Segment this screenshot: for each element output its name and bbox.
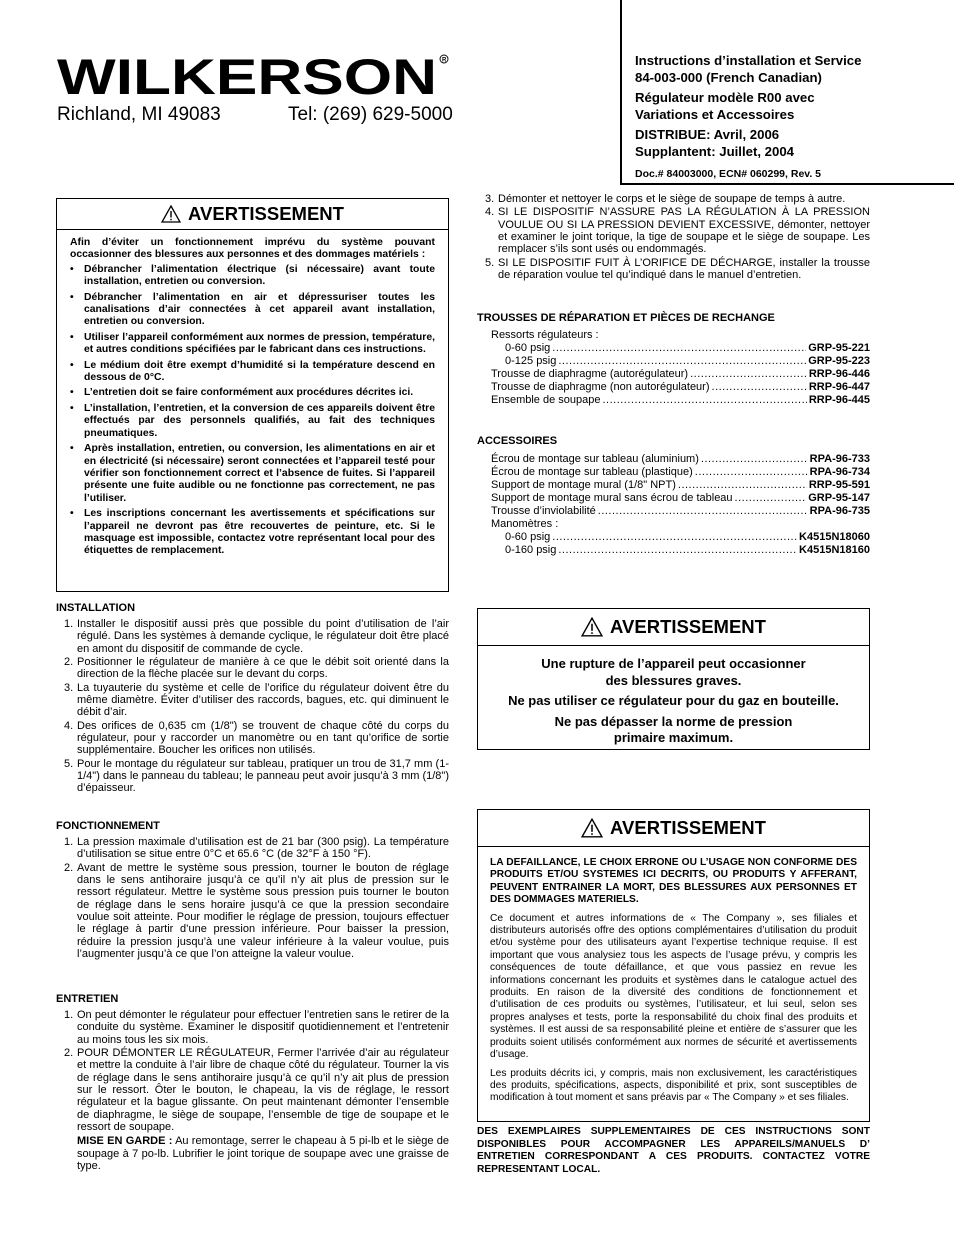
operation-list	[56, 836, 449, 960]
part-row: 0-60 psig ..... GRP-95-221	[491, 342, 870, 355]
wilkerson-logo	[57, 54, 449, 98]
part-row: Écrou de montage sur tableau (aluminium) ..... RPA-96-733	[491, 453, 870, 466]
part-row: Support de montage mural sans écrou de tableau ..... GRP-95-147	[491, 492, 870, 505]
caution-label: MISE EN GARDE :	[77, 1135, 173, 1148]
footer-note: DES EXEMPLAIRES SUPPLEMENTAIRES DE CES INSTRUCTIONS SONT DISPONIBLES POUR ACCOMPAGNER LES APPAREILS/MANUELS D’ ENTRETIEN CORRESPONDANT A CES PRODUITS. CONTACTEZ VOTRE REPRESENTANT LOCAL.	[477, 1126, 870, 1175]
maintenance-item: 4. SI LE DISPOSITIF N’ASSURE PAS LA RÉGULATION À LA PRESSION VOULUE OU SI LA PRESSION DEVIENT EXCESSIVE, démonter, nettoyer et examiner le joint torique, la tige de soupape et le siège de soupape. Les remplacer s’ils sont usés ou endommagés.	[485, 206, 870, 256]
warning-bullet: • L’installation, l’entretien, et la conversion de ces appareils doivent être effectués par des personnels qualifiés, au fait des techniques pneumatiques.	[70, 403, 435, 440]
warning-intro: Afin d’éviter un fonctionnement imprévu du système pouvant occasionner des blessures aux personnes et des dommages matériels :	[70, 237, 435, 261]
warning-header	[57, 199, 448, 230]
warning-header	[478, 810, 869, 847]
part-row: Trousse de diaphragme (autorégulateur) ..... RRP-96-446	[491, 368, 870, 381]
maintenance-continued	[477, 193, 870, 282]
maintenance-list-continued	[477, 193, 870, 281]
warning-title: AVERTISSEMENT	[188, 203, 344, 224]
repair-kits-section	[477, 312, 870, 407]
maintenance-section	[56, 993, 449, 1173]
warning-triangle-icon	[581, 818, 603, 838]
installation-item: 4. Des orifices de 0,635 cm (1/8") se trouvent de chaque côté du corps du régulateur, pour y raccorder un manomètre ou en tant qu’orifice de sortie supplémentaire. Boucher les orifices non utilisés.	[64, 719, 449, 757]
supersedes-date: Supplantent: Juillet, 2004	[635, 143, 795, 159]
maintenance-item: 1. On peut démonter le régulateur pour effectuer l’entretien sans le retirer de la conduite du système. Examiner le dispositif quotidiennement et l’entretenir au moins tous les six mois.	[64, 1009, 449, 1046]
part-row: 0-125 psig ..... GRP-95-223	[491, 355, 870, 368]
springs-label: Ressorts régulateurs :	[491, 329, 599, 341]
maintenance-item: 5. SI LE DISPOSITIF FUIT À L’ORIFICE DE DÉCHARGE, installer la trousse de réparation voulue tel qu’indiqué dans le manuel d’entretien.	[485, 256, 870, 282]
repair-kits-heading: TROUSSES DE RÉPARATION ET PIÈCES DE RECHANGE	[477, 312, 775, 324]
installation-heading: INSTALLATION	[56, 602, 136, 614]
rupture-warning: Une rupture de l’appareil peut occasionner des blessures graves.	[541, 656, 806, 688]
maintenance-item: 2. POUR DÉMONTER LE RÉGULATEUR, Fermer l’arrivée d’air au régulateur et mettre la conduite à l’air libre de chaque côté du régulateur. Tourner la vis de réglage dans le sens antihoraire jusqu’à ce qu’il n’y ait plus de pression sur le ressort. Ôter le bouton, le chapeau, la vis de réglage, le ressort régulateur et la bague glissante. On peut maintenant démonter l’ensemble de diaphragme, le siège de soupape, l’ensemble de tige de soupape et le ressort de soupape. MISE EN GARDE : Au remontage, serrer le chapeau à 5 pi-lb et le siège de soupage à 7 po-lb. Lubrifier le joint torique de soupape avec une graisse de type.	[64, 1047, 450, 1173]
caution-note	[77, 1135, 449, 1172]
warning-box-liability	[477, 809, 870, 1122]
warning-box-rupture	[477, 608, 870, 750]
maintenance-heading: ENTRETIEN	[56, 993, 119, 1005]
warning-bullet: • Les inscriptions concernant les avertissements et spécifications sur l’appareil ne devront pas être recouvertes de peinture, etc. Si le masquage est impossible, contactez votre représentant local pour des étiquettes de remplacement.	[70, 508, 435, 558]
company-phone: Tel: (269) 629-5000	[288, 104, 453, 125]
warning-bullet: • Débrancher l’alimentation en air et dépressuriser toutes les canalisations d’air connectées à cet appareil avant installation, entretien ou conversion.	[70, 292, 435, 329]
warning-bullet: • Le médium doit être exempt d’humidité si la température descend en dessous de 0°C.	[70, 360, 435, 385]
maintenance-item: 3. Démonter et nettoyer le corps et le siège de soupape de temps à autre.	[485, 193, 846, 205]
accessories-list	[477, 453, 870, 557]
model-line1: Régulateur modèle R00 avec	[635, 90, 815, 105]
part-row: 0-160 psig ..... K4515N18160	[491, 544, 870, 557]
warning-box-general	[56, 198, 449, 592]
doc-number: Doc.# 84003000, ECN# 060299, Rev. 5	[635, 168, 822, 180]
accessories-heading: ACCESSOIRES	[477, 435, 558, 447]
installation-item: 3. La tuyauterie du système et celle de l’orifice du régulateur doivent être du même diamètre. Éviter d’utiliser des raccords, bagues, etc. qui diminuent le débit d’air.	[64, 681, 449, 719]
accessories-section	[477, 435, 870, 557]
installation-section	[56, 602, 449, 796]
gauges-label: Manomètres :	[491, 518, 559, 531]
part-row: Écrou de montage sur tableau (plastique) ..... RPA-96-734	[491, 466, 870, 479]
warning-bullet: • Utiliser l’appareil conformément aux normes de pression, température, et autres conditions spécifiées par le fabricant dans ces instructions.	[70, 332, 435, 357]
liability-paragraph: Les produits décrits ici, y compris, mais non exclusivement, les caractéristiques des produits, spécifications, aspects, disponibilité et prix, sont susceptibles de modification à tout moment et sans préavis par « The Company » et ses filiales.	[490, 1067, 857, 1104]
operation-section	[56, 820, 449, 961]
warning-title: AVERTISSEMENT	[610, 616, 766, 637]
liability-paragraph: Ce document et autres informations de « The Company », ses filiales et distributeurs autorisés offre des options complémentaires d’utilisation du produit et/ou système pour des utilisateurs ayant l’expertise technique requise. Il est important que vous analysiez tous les aspects de l’usage prévu, y compris les conséquences de toute défaillance, et que vous passiez en revue les informations concernant les produits et systèmes dans le catalogue actuel des produits. En raison de la diversité des conditions de fonctionnement et d’utilisation de ces produits ou systèmes, l’utilisateur, et lui seul, selon ses propres analyses et tests, porte la responsabilité du choix final des produits et systèmes. Il est aussi de sa responsabilité pleine et entière de s’assurer que les produits soient utilisés conformément aux normes de sécurité et avertissements d’usage.	[490, 912, 857, 1061]
operation-item: 2. Avant de mettre le système sous pression, tourner le bouton de réglage dans le sens antihoraire jusqu’à ce qu’il n’y ait plus de pression sur le ressort régulateur. Mettre le système sous pression puis tourner le bouton de réglage dans le sens horaire jusqu’à ce que la pression secondaire voulue soit atteinte. Pour modifier le réglage de pression, toujours effectuer le réglage à partir d’une pression inférieure. Pour baisser la pression, réduire la pression jusqu’à une valeur inférieure à la valeur voulue, puis l’augmenter jusqu’à ce que l’on atteigne la valeur voulue.	[64, 861, 449, 961]
operation-heading: FONCTIONNEMENT	[56, 820, 160, 832]
part-row: Trousse d’inviolabilité ..... RPA-96-735	[491, 505, 870, 518]
warning-bullet: • Après installation, entretien, ou conversion, les alimentations en air et en électricité (si nécessaire) seront connectées et l’appareil testé pour vérifier son fonctionnement correct et l’absence de fuites. Si l’appareil présente une fuite audible ou ne fonctionne pas correctement, ne pas l’utiliser.	[70, 443, 435, 505]
document-info	[635, 53, 885, 187]
company-location: Richland, MI 49083	[57, 104, 221, 125]
warning-triangle-icon	[581, 617, 603, 637]
svg-text:WILKERSON: WILKERSON	[57, 54, 437, 98]
caution-text: Au remontage, serrer le chapeau à 5 pi-lb et le siège de soupage à 7 po-lb. Lubrifier le joint torique de soupape avec une graisse de type.	[77, 1135, 450, 1173]
pressure-rating-warning: Ne pas dépasser la norme de pression primaire maximum.	[554, 713, 793, 745]
operation-item: 1. La pression maximale d’utilisation est de 21 bar (300 psig). La température d’utilisation se situe entre 0°C et 65.6 °C (de 32°F à 150 °F).	[64, 836, 449, 861]
repair-kits-list	[477, 329, 870, 407]
issue-date: DISTRIBUE: Avril, 2006	[635, 127, 780, 142]
bottled-gas-warning: Ne pas utiliser ce régulateur pour du gaz en bouteille.	[508, 693, 839, 708]
part-row: 0-60 psig ..... K4515N18060	[491, 531, 870, 544]
liability-caps-text: LA DEFAILLANCE, LE CHOIX ERRONE OU L’USAGE NON CONFORME DES PRODUITS ET/OU SYSTEMES ICI DECRITS, OU PRODUITS Y AFFERANT, PEUVENT ENTRAINER LA MORT, DES BLESSURES AUX PERSONNES ET DES DOMMAGES MATERIELS.	[490, 857, 857, 906]
warning-title: AVERTISSEMENT	[610, 817, 766, 838]
svg-text:R: R	[442, 57, 447, 64]
warning-triangle-icon	[161, 205, 181, 223]
installation-list	[56, 618, 449, 795]
installation-item: 2. Positionner le régulateur de manière à ce que le débit soit orienté dans la direction de la flèche placée sur le devant du corps.	[64, 656, 449, 681]
installation-item: 5. Pour le montage du régulateur sur tableau, pratiquer un trou de 31,7 mm (1-1/4") dans le panneau du tableau; le panneau peut avoir jusqu’à 3 mm (1/8") d’épaisseur.	[64, 757, 449, 795]
part-row: Ensemble de soupape ..... RRP-96-445	[491, 394, 870, 407]
warning-bullet: • L’entretien doit se faire conformément aux procédures décrites ici.	[70, 387, 435, 399]
warning-header	[478, 609, 869, 646]
warning-bullet: • Débrancher l’alimentation électrique (si nécessaire) avant toute installation, entretien ou conversion.	[70, 264, 435, 289]
warning-bullet-list	[70, 264, 435, 558]
installation-item: 1. Installer le dispositif aussi près que possible du point d’utilisation de l’air régulé. Dans les systèmes à demande cyclique, le régulateur doit être placé en amont du dispositif de commande de cycle.	[64, 618, 449, 655]
part-row: Trousse de diaphragme (non autorégulateur) ..... RRP-96-447	[491, 381, 870, 394]
part-row: Support de montage mural (1/8" NPT) ..... RRP-95-591	[491, 479, 870, 492]
doc-title-line2: 84-003-000 (French Canadian)	[635, 69, 822, 85]
model-line2: Variations et Accessoires	[635, 106, 795, 122]
doc-title-line1: Instructions d’installation et Service	[635, 53, 862, 68]
maintenance-list	[56, 1009, 449, 1172]
